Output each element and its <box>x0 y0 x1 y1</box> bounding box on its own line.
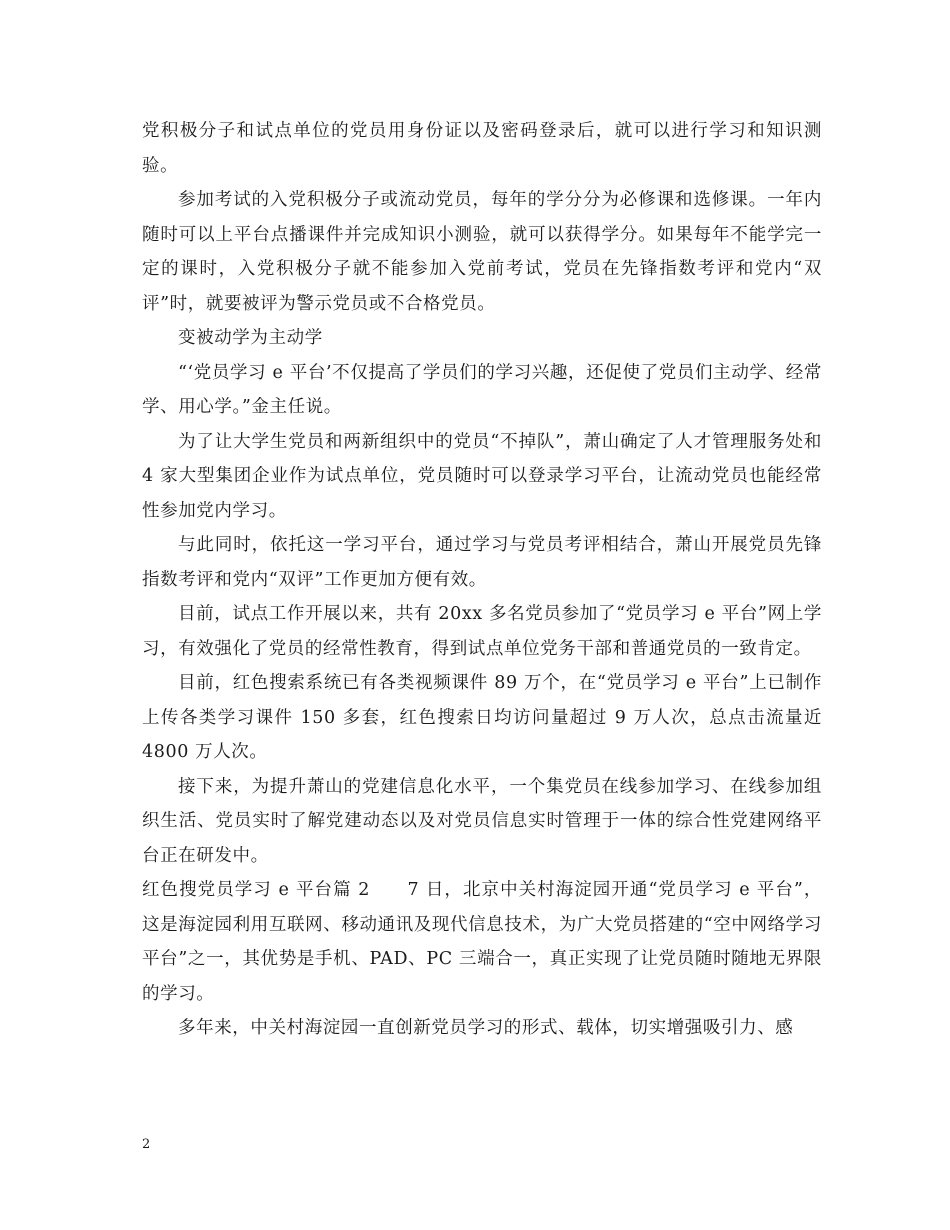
paragraph: 红色搜党员学习 e 平台篇 2 7 日，北京中关村海淀园开通“党员学习 e 平台”，这是海淀园利用互联网、移动通讯及现代信息技术，为广大党员搭建的“空中网络学习平台”之一，其优势是手机、PAD、PC 三端合一，真正实现了让党员随时随地无界限的学习。 <box>142 880 822 1004</box>
page-number: 2 <box>142 1137 151 1152</box>
paragraph: 与此同时，依托这一学习平台，通过学习与党员考评相结合，萧山开展党员先锋指数考评和党内“双评”工作更加方便有效。 <box>142 535 822 590</box>
paragraph: 为了让大学生党员和两新组织中的党员“不掉队”，萧山确定了人才管理服务处和 4 家大型集团企业作为试点单位，党员随时可以登录学习平台，让流动党员也能经常性参加党内学习。 <box>142 431 822 521</box>
document-body <box>142 114 822 1046</box>
paragraph: 目前，试点工作开展以来，共有 20xx 多名党员参加了“党员学习 e 平台”网上学习，有效强化了党员的经常性教育，得到试点单位党务干部和普通党员的一致肯定。 <box>142 604 822 659</box>
paragraph: 多年来，中关村海淀园一直创新党员学习的形式、载体，切实增强吸引力、感 <box>178 1018 794 1038</box>
paragraph: 参加考试的入党积极分子或流动党员，每年的学分分为必修课和选修课。一年内随时可以上平台点播课件并完成知识小测验，就可以获得学分。如果每年不能学完一定的课时，入党积极分子就不能参加入党前考试，党员在先锋指数考评和党内“双评”时，就要被评为警示党员或不合格党员。 <box>142 190 822 314</box>
section-heading: 变被动学为主动学 <box>178 328 323 348</box>
paragraph: 接下来，为提升萧山的党建信息化水平，一个集党员在线参加学习、在线参加组织生活、党员实时了解党建动态以及对党员信息实时管理于一体的综合性党建网络平台正在研发中。 <box>142 776 822 866</box>
paragraph: 目前，红色搜索系统已有各类视频课件 89 万个，在“党员学习 e 平台”上已制作上传各类学习课件 150 多套，红色搜索日均访问量超过 9 万人次，总点击流量近 4800 万人次。 <box>142 673 822 762</box>
paragraph: 党积极分子和试点单位的党员用身份证以及密码登录后，就可以进行学习和知识测验。 <box>142 121 822 176</box>
paragraph: “‘党员学习 e 平台’不仅提高了学员们的学习兴趣，还促使了党员们主动学、经常学、用心学。”金主任说。 <box>142 362 822 417</box>
